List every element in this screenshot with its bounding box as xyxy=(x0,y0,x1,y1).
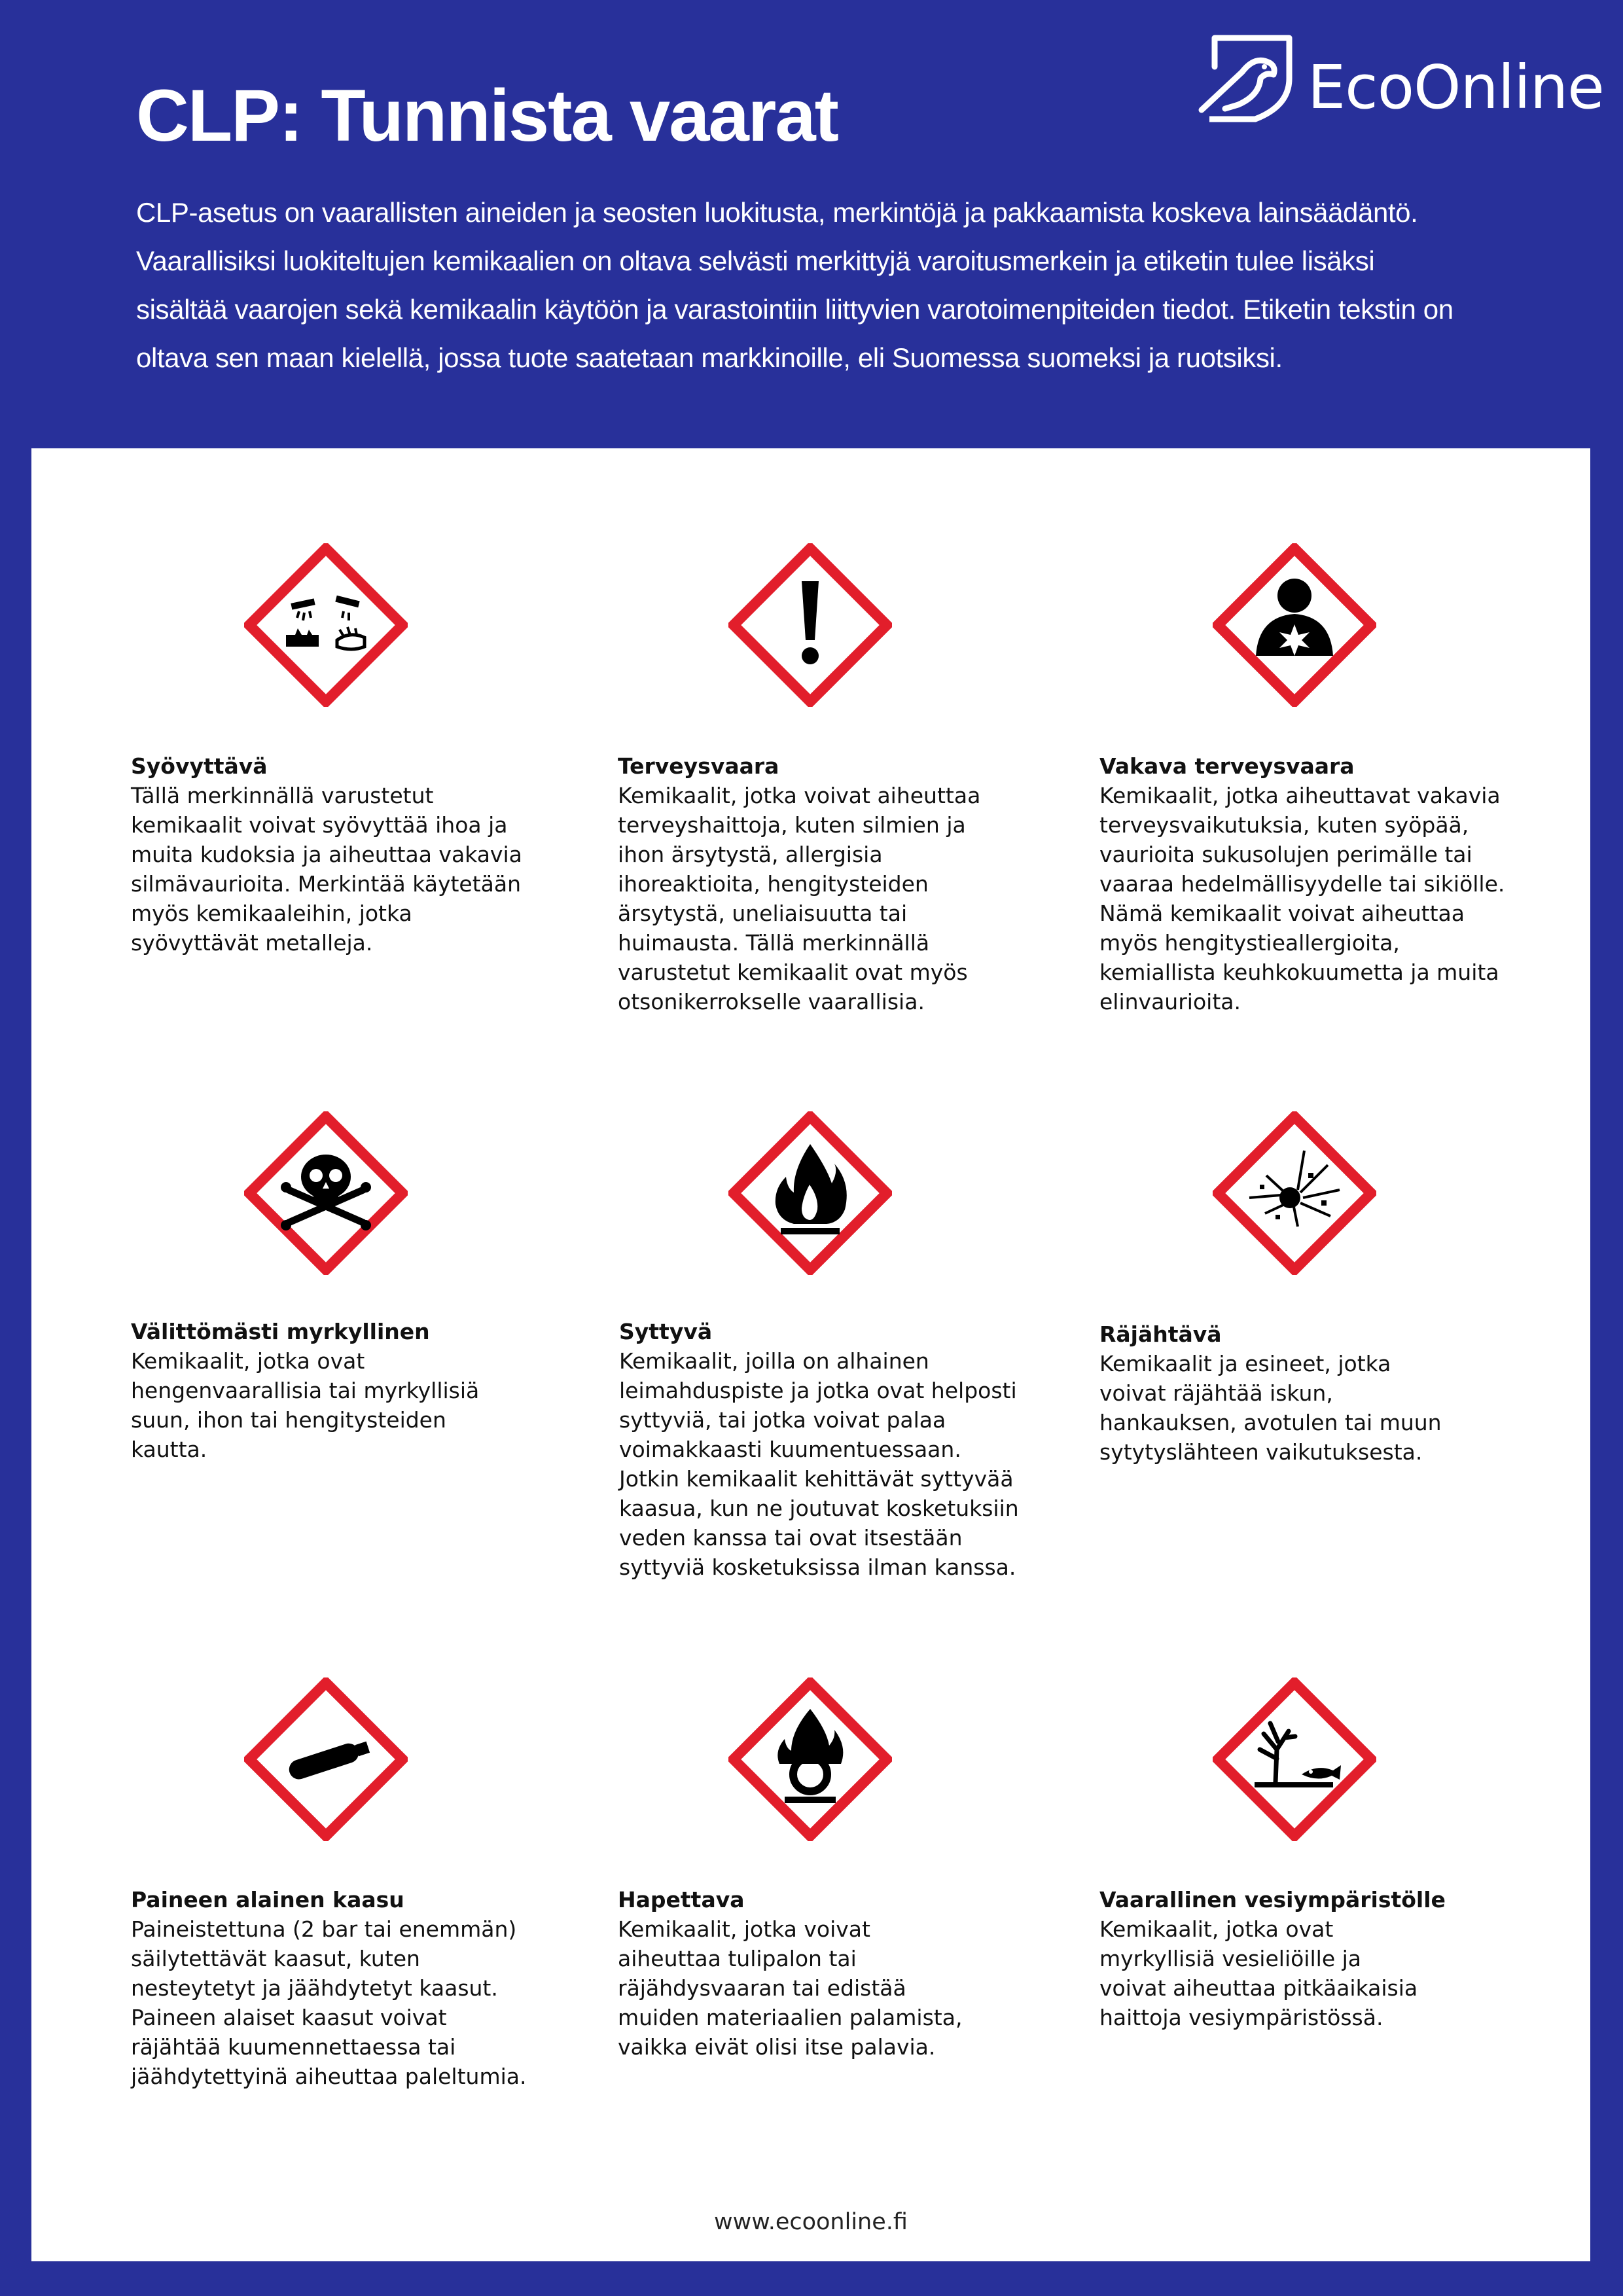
hazard-item xyxy=(131,751,550,958)
description-line: vaaraa hedelmällisyydelle tai sikiölle. xyxy=(1099,871,1505,897)
description-line: räjähtää kuumennettaessa tai xyxy=(131,2034,456,2060)
description-line: ihoreaktioita, hengitysteiden xyxy=(618,871,929,897)
description-line: kautta. xyxy=(131,1437,207,1462)
corrosive-pictogram xyxy=(244,543,408,707)
description-line: syttyviä kosketuksissa ilman kanssa. xyxy=(619,1554,1016,1580)
skull-pictogram xyxy=(244,1111,408,1275)
description-line: nesteytetyt ja jäähdytetyt kaasut. xyxy=(131,1975,498,2001)
hazard-name: Hapettava xyxy=(618,1887,745,1912)
exclamation-pictogram xyxy=(728,543,892,707)
description-line: haittoja vesiympäristössä. xyxy=(1099,2005,1383,2030)
hazard-description xyxy=(618,781,1037,1016)
hazard-name: Terveysvaara xyxy=(618,753,779,779)
hazard-item xyxy=(1099,1319,1518,1467)
description-line: syövyttävät metalleja. xyxy=(131,930,373,956)
description-line: Tällä merkinnällä varustetut xyxy=(131,783,434,808)
description-line: muita kudoksia ja aiheuttaa vakavia xyxy=(131,842,522,867)
description-line: veden kanssa tai ovat itsestään xyxy=(619,1525,963,1551)
description-line: Kemikaalit, jotka ovat xyxy=(131,1348,365,1374)
hazard-description xyxy=(131,1346,550,1464)
hazard-name: Paineen alainen kaasu xyxy=(131,1887,404,1912)
oxidizing-pictogram xyxy=(728,1677,892,1841)
description-line: Paineen alaiset kaasut voivat xyxy=(131,2005,447,2030)
description-line: elinvaurioita. xyxy=(1099,989,1241,1014)
intro-line: sisältää vaarojen sekä kemikaalin käytöön ja varastointiin liittyvien varotoimenpiteiden tiedot. Etiketin tekstin on xyxy=(136,294,1454,325)
gas-cylinder-pictogram xyxy=(244,1677,408,1841)
description-line: voimakkaasti kuumentuessaan. xyxy=(619,1437,961,1462)
hazard-item xyxy=(131,1885,550,2091)
hazard-description xyxy=(131,1914,550,2091)
description-line: myrkyllisiä vesieliöille ja xyxy=(1099,1946,1361,1971)
hazard-name: Välittömästi myrkyllinen xyxy=(131,1319,430,1344)
description-line: otsonikerrokselle vaarallisia. xyxy=(618,989,925,1014)
description-line: Kemikaalit, jotka voivat aiheuttaa xyxy=(618,783,981,808)
description-line: Kemikaalit, joilla on alhainen xyxy=(619,1348,929,1374)
description-line: suun, ihon tai hengitysteiden xyxy=(131,1407,446,1433)
description-line: vaikka eivät olisi itse palavia. xyxy=(618,2034,936,2060)
description-line: Kemikaalit, jotka aiheuttavat vakavia xyxy=(1099,783,1501,808)
description-line: huimausta. Tällä merkinnällä xyxy=(618,930,930,956)
description-line: syttyviä, tai jotka voivat palaa xyxy=(619,1407,946,1433)
hazard-name: Vakava terveysvaara xyxy=(1099,753,1355,779)
hazard-description xyxy=(619,1346,1038,1582)
hazard-name: Räjähtävä xyxy=(1099,1321,1222,1347)
description-line: myös kemikaaleihin, jotka xyxy=(131,901,412,926)
hazard-description xyxy=(1099,1914,1518,2032)
description-line: Paineistettuna (2 bar tai enemmän) xyxy=(131,1916,517,1942)
hazard-description xyxy=(618,1914,1037,2062)
hazard-item xyxy=(618,1885,1037,2062)
description-line: kaasua, kun ne joutuvat kosketuksiin xyxy=(619,1496,1019,1521)
description-line: kemiallista keuhkokuumetta ja muita xyxy=(1099,960,1499,985)
description-line: Jotkin kemikaalit kehittävät syttyvää xyxy=(619,1466,1014,1492)
ecoonline-logo[interactable] xyxy=(1196,33,1604,131)
description-line: ärsytystä, uneliaisuutta tai xyxy=(618,901,908,926)
description-line: säilytettävät kaasut, kuten xyxy=(131,1946,420,1971)
hazard-item xyxy=(131,1317,550,1464)
environment-pictogram xyxy=(1213,1677,1376,1841)
hazard-name: Vaarallinen vesiympäristölle xyxy=(1099,1887,1446,1912)
description-line: hengenvaarallisia tai myrkyllisiä xyxy=(131,1378,480,1403)
description-line: terveyshaittoja, kuten silmien ja xyxy=(618,812,966,838)
description-line: Kemikaalit, jotka voivat xyxy=(618,1916,870,1942)
bird-shield-icon xyxy=(1196,33,1294,124)
health-hazard-pictogram xyxy=(1213,543,1376,707)
description-line: terveysvaikutuksia, kuten syöpää, xyxy=(1099,812,1469,838)
description-line: silmävaurioita. Merkintää käytetään xyxy=(131,871,522,897)
corrosive-icon xyxy=(244,543,408,707)
description-line: sytytyslähteen vaikutuksesta. xyxy=(1099,1439,1423,1465)
page-title: CLP: Tunnista vaarat xyxy=(136,75,838,156)
hazard-description xyxy=(1099,781,1518,1016)
description-line: räjähdysvaaran tai edistää xyxy=(618,1975,906,2001)
description-line: ihon ärsytystä, allergisia xyxy=(618,842,883,867)
hazard-item xyxy=(1099,1885,1518,2032)
description-line: Kemikaalit ja esineet, jotka xyxy=(1099,1351,1391,1376)
description-line: voivat räjähtää iskun, xyxy=(1099,1380,1333,1406)
hazard-panel xyxy=(31,448,1590,2261)
intro-line: oltava sen maan kielellä, jossa tuote saatetaan markkinoille, eli Suomessa suomeksi ja ruotsiksi. xyxy=(136,342,1283,373)
flame-icon xyxy=(728,1111,892,1275)
description-line: kemikaalit voivat syövyttää ihoa ja xyxy=(131,812,508,838)
description-line: muiden materiaalien palamista, xyxy=(618,2005,963,2030)
description-line: hankauksen, avotulen tai muun xyxy=(1099,1410,1442,1435)
hazard-item xyxy=(618,751,1037,1016)
hazard-item xyxy=(1099,751,1518,1016)
hazard-name: Syttyvä xyxy=(619,1319,713,1344)
footer-url[interactable]: www.ecoonline.fi xyxy=(714,2209,908,2235)
flame-over-circle-icon xyxy=(728,1677,892,1841)
hazard-description xyxy=(131,781,550,958)
description-line: leimahduspiste ja jotka ovat helposti xyxy=(619,1378,1017,1403)
description-line: Nämä kemikaalit voivat aiheuttaa xyxy=(1099,901,1465,926)
description-line: Kemikaalit, jotka ovat xyxy=(1099,1916,1334,1942)
description-line: jäähdytettyinä aiheuttaa paleltumia. xyxy=(131,2064,527,2089)
exploding-bomb-icon xyxy=(1213,1111,1376,1275)
hazard-name: Syövyttävä xyxy=(131,753,268,779)
environment-icon xyxy=(1213,1677,1376,1841)
intro-line: Vaarallisiksi luokiteltujen kemikaalien on oltava selvästi merkittyjä varoitusmerkein ja etiketin tulee lisäksi xyxy=(136,245,1375,276)
description-line: vaurioita sukusolujen perimälle tai xyxy=(1099,842,1472,867)
logo-text: EcoOnline xyxy=(1308,52,1604,122)
hazard-item xyxy=(619,1317,1038,1582)
description-line: varustetut kemikaalit ovat myös xyxy=(618,960,968,985)
description-line: voivat aiheuttaa pitkäaikaisia xyxy=(1099,1975,1418,2001)
skull-crossbones-icon xyxy=(244,1111,408,1275)
header xyxy=(0,0,1623,448)
exclamation-mark-icon xyxy=(728,543,892,707)
intro-line: CLP-asetus on vaarallisten aineiden ja seosten luokitusta, merkintöjä ja pakkaamista koskeva lainsäädäntö. xyxy=(136,197,1418,228)
description-line: myös hengitystieallergioita, xyxy=(1099,930,1400,956)
health-hazard-icon xyxy=(1213,543,1376,707)
gas-cylinder-icon xyxy=(244,1677,408,1841)
description-line: aiheuttaa tulipalon tai xyxy=(618,1946,857,1971)
hazard-description xyxy=(1099,1349,1518,1467)
flame-pictogram xyxy=(728,1111,892,1275)
intro-text xyxy=(136,188,1524,382)
explosive-pictogram xyxy=(1213,1111,1376,1275)
